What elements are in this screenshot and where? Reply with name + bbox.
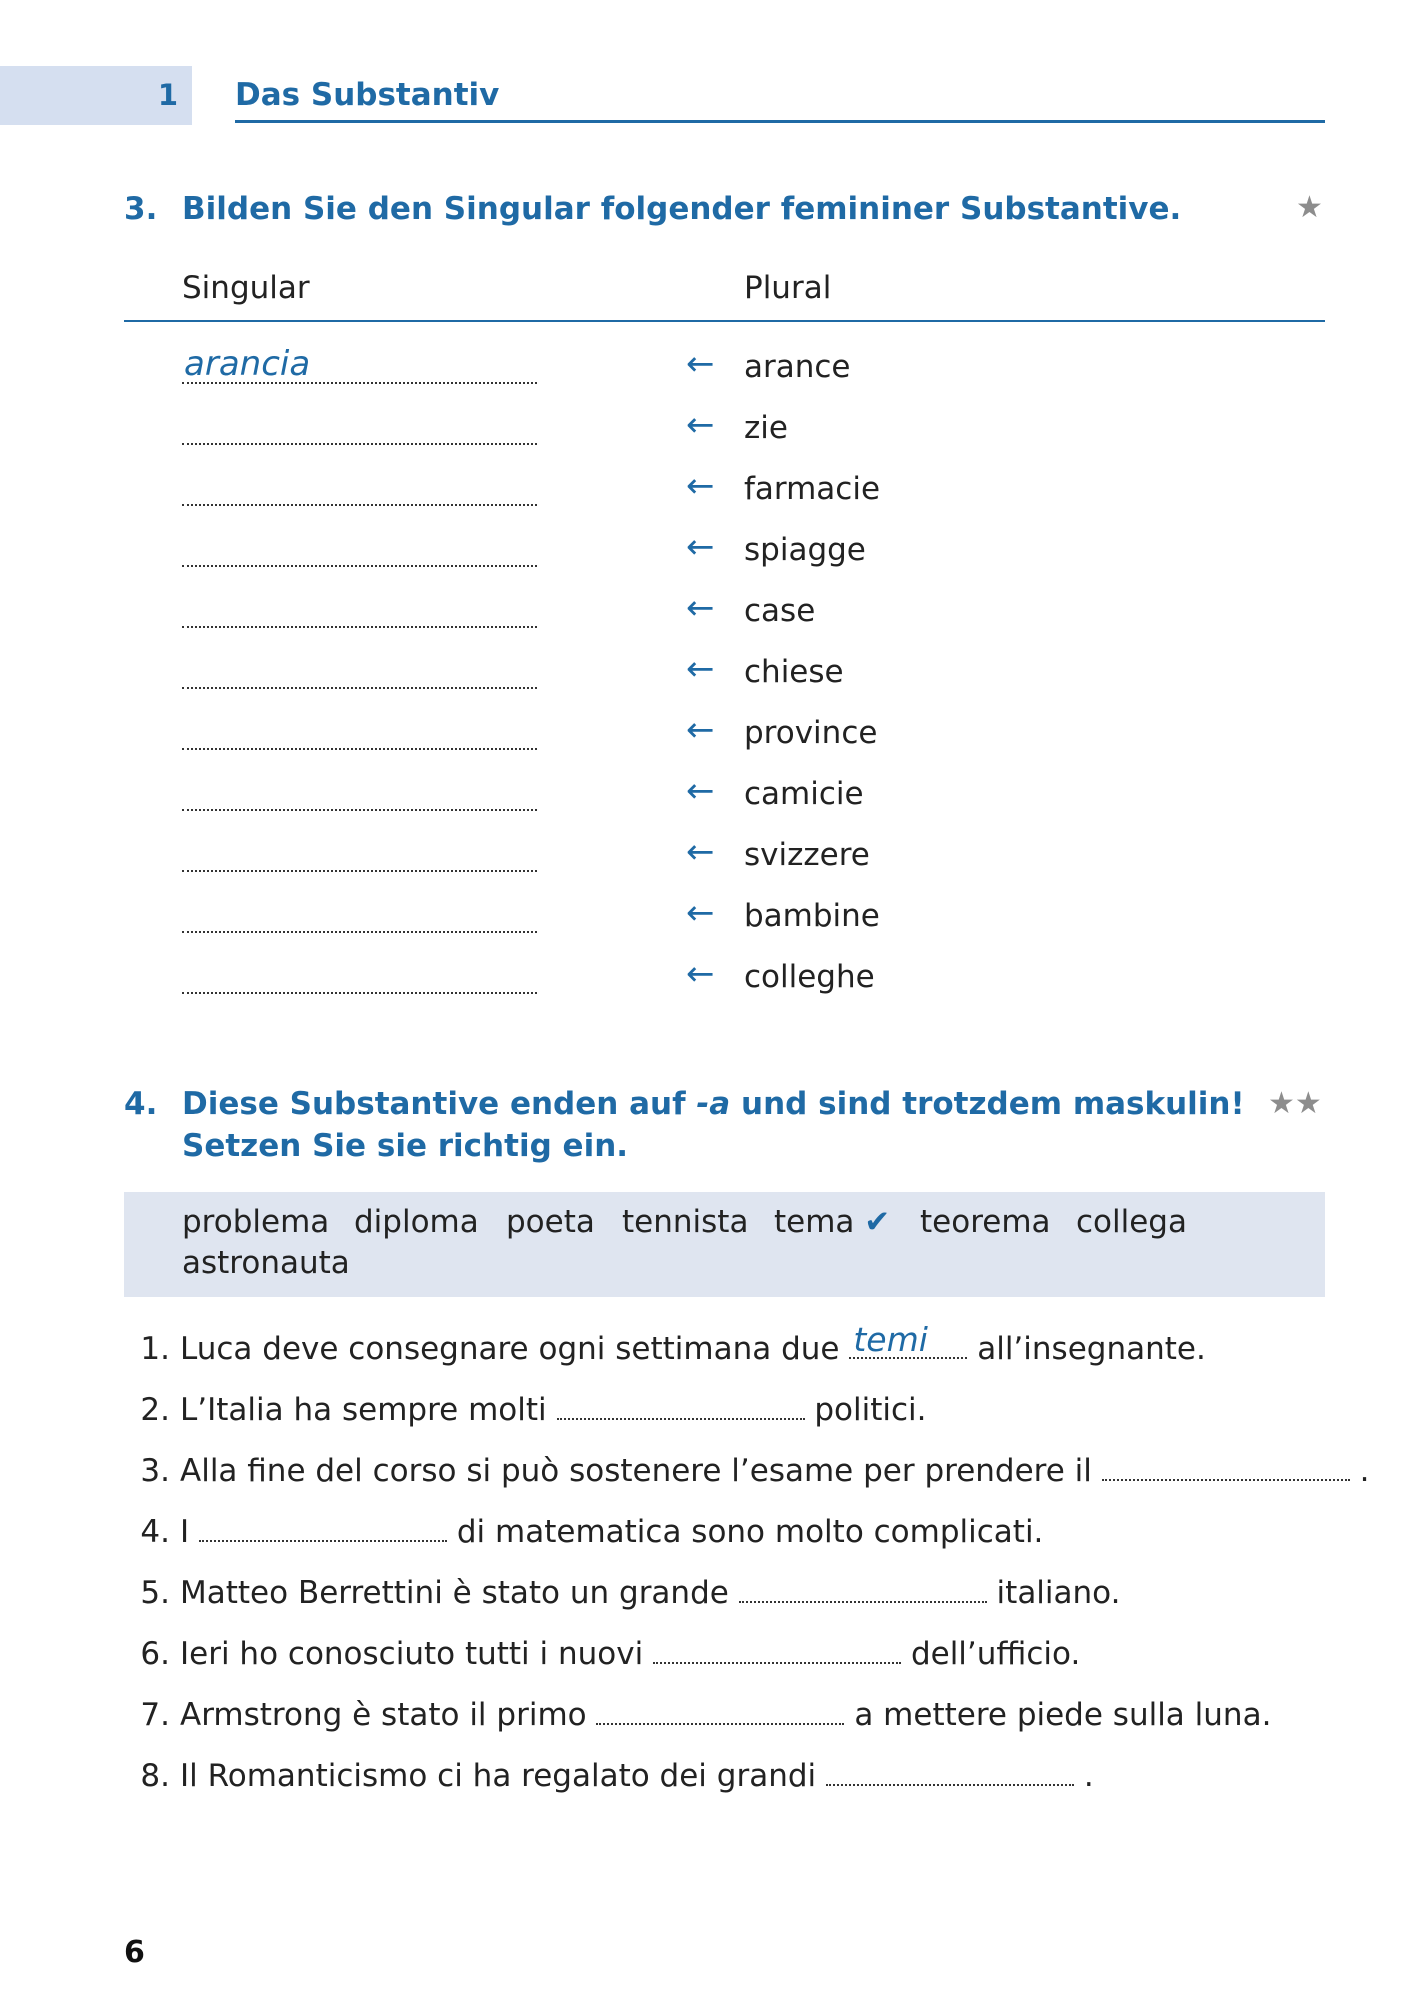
sentence-text-after: politici. [814, 1392, 927, 1428]
arrow-left-icon: ← [686, 893, 715, 933]
page-number: 6 [124, 1935, 145, 1970]
sentence-text-after: italiano. [996, 1575, 1121, 1611]
sentence-item [128, 1571, 1120, 1611]
exercise-4-title-part2: und sind trotzdem maskulin! [730, 1086, 1245, 1122]
sentence-text-after: dell’ufficio. [910, 1636, 1081, 1672]
exercise-4-title-line2: Setzen Sie sie richtig ein. [182, 1128, 629, 1164]
sentence-item [128, 1754, 1094, 1794]
sentence-text-before: L’Italia ha sempre molti [180, 1392, 547, 1428]
sentence-text-before: Il Romanticismo ci ha regalato dei grandi [180, 1758, 817, 1794]
word-bank-item-checked [774, 1204, 890, 1240]
exercise-3-number: 3. [124, 191, 158, 227]
sentence-text-after: a mettere piede sulla luna. [854, 1697, 1272, 1733]
sentence-item [128, 1320, 1206, 1367]
header-rule [235, 120, 1325, 123]
chapter-number: 1 [157, 78, 178, 112]
word-bank-item: teorema [920, 1204, 1051, 1240]
plural-word: farmacie [744, 471, 881, 507]
singular-answer-field[interactable] [182, 838, 537, 872]
singular-answer-field[interactable] [182, 594, 537, 628]
word-bank-item: poeta [506, 1204, 595, 1240]
singular-answer-field[interactable] [182, 716, 537, 750]
sentence-item [128, 1632, 1080, 1672]
sentence-item [128, 1449, 1369, 1489]
exercise-4-title [182, 1083, 1245, 1125]
sentence-text-before: I [180, 1514, 190, 1550]
sentence-text-after: di matematica sono molto complicati. [456, 1514, 1044, 1550]
chapter-title: Das Substantiv [235, 77, 500, 113]
sentence-number: 7. [140, 1697, 170, 1733]
exercise-4-number: 4. [124, 1086, 158, 1122]
sentence-number: 3. [140, 1453, 170, 1489]
sentence-item [128, 1388, 927, 1428]
plural-word: zie [744, 410, 788, 446]
word-bank-item: problema [182, 1204, 330, 1240]
plural-word: arance [744, 349, 851, 385]
singular-answer-field[interactable] [182, 960, 537, 994]
plural-word: bambine [744, 898, 880, 934]
singular-answer-field[interactable] [182, 472, 537, 506]
singular-answer-field[interactable] [182, 344, 537, 384]
difficulty-stars-icon: ★★ [1268, 1086, 1322, 1121]
word-bank-item: astronauta [182, 1245, 350, 1281]
arrow-left-icon: ← [686, 344, 715, 384]
plural-word: svizzere [744, 837, 870, 873]
word-bank-item: tema [774, 1204, 855, 1240]
sentence-number: 8. [140, 1758, 170, 1794]
arrow-left-icon: ← [686, 466, 715, 506]
sentence-text-after: . [1359, 1453, 1370, 1489]
singular-answer-field[interactable] [182, 655, 537, 689]
sentence-item [128, 1510, 1043, 1550]
word-bank-item: diploma [354, 1204, 479, 1240]
arrow-left-icon: ← [686, 405, 715, 445]
sentence-item [128, 1693, 1271, 1733]
arrow-left-icon: ← [686, 954, 715, 994]
singular-answer-field[interactable] [182, 777, 537, 811]
sentence-text-before: Armstrong è stato il primo [180, 1697, 587, 1733]
sentence-text-before: Matteo Berrettini è stato un grande [180, 1575, 729, 1611]
sentence-number: 2. [140, 1392, 170, 1428]
plural-word: colleghe [744, 959, 875, 995]
sentence-text-before: Ieri ho conosciuto tutti i nuovi [180, 1636, 644, 1672]
sentence-text-after: all’insegnante. [977, 1331, 1206, 1367]
answer-blank[interactable] [849, 1320, 967, 1359]
handwritten-answer: arancia [184, 344, 311, 384]
handwritten-answer: temi [853, 1320, 928, 1359]
sentence-number: 6. [140, 1636, 170, 1672]
plural-word: camicie [744, 776, 864, 812]
answer-blank[interactable] [557, 1388, 805, 1420]
exercise-4-title-ending: -a [696, 1086, 731, 1122]
plural-word: province [744, 715, 878, 751]
column-header-singular: Singular [182, 270, 310, 306]
plural-word: case [744, 593, 816, 629]
arrow-left-icon: ← [686, 771, 715, 811]
answer-blank[interactable] [826, 1754, 1074, 1786]
answer-blank[interactable] [739, 1571, 987, 1603]
arrow-left-icon: ← [686, 649, 715, 689]
sentence-text-before: Alla fine del corso si può sostenere l’esame per prendere il [180, 1453, 1092, 1489]
arrow-left-icon: ← [686, 710, 715, 750]
checkmark-icon: ✔ [864, 1204, 891, 1240]
sentence-number: 4. [140, 1514, 170, 1550]
plural-word: spiagge [744, 532, 866, 568]
column-header-plural: Plural [744, 270, 832, 306]
arrow-left-icon: ← [686, 527, 715, 567]
answer-blank[interactable] [653, 1632, 901, 1664]
singular-answer-field[interactable] [182, 411, 537, 445]
word-bank-item: collega [1076, 1204, 1187, 1240]
word-bank-item: tennista [622, 1204, 749, 1240]
answer-blank[interactable] [199, 1510, 447, 1542]
word-bank [124, 1192, 1325, 1297]
sentence-number: 5. [140, 1575, 170, 1611]
difficulty-star-icon: ★ [1296, 190, 1323, 225]
answer-blank[interactable] [1102, 1449, 1350, 1481]
arrow-left-icon: ← [686, 588, 715, 628]
sentence-text-before: Luca deve consegnare ogni settimana due [180, 1331, 840, 1367]
exercise-4-title-part1: Diese Substantive enden auf [182, 1086, 697, 1122]
arrow-left-icon: ← [686, 832, 715, 872]
sentence-number: 1. [140, 1331, 170, 1367]
sentence-text-after: . [1083, 1758, 1094, 1794]
table-header-rule [124, 320, 1325, 322]
singular-answer-field[interactable] [182, 533, 537, 567]
answer-blank[interactable] [596, 1693, 844, 1725]
plural-word: chiese [744, 654, 844, 690]
exercise-3-title: Bilden Sie den Singular folgender femininer Substantive. [182, 191, 1182, 227]
singular-answer-field[interactable] [182, 899, 537, 933]
